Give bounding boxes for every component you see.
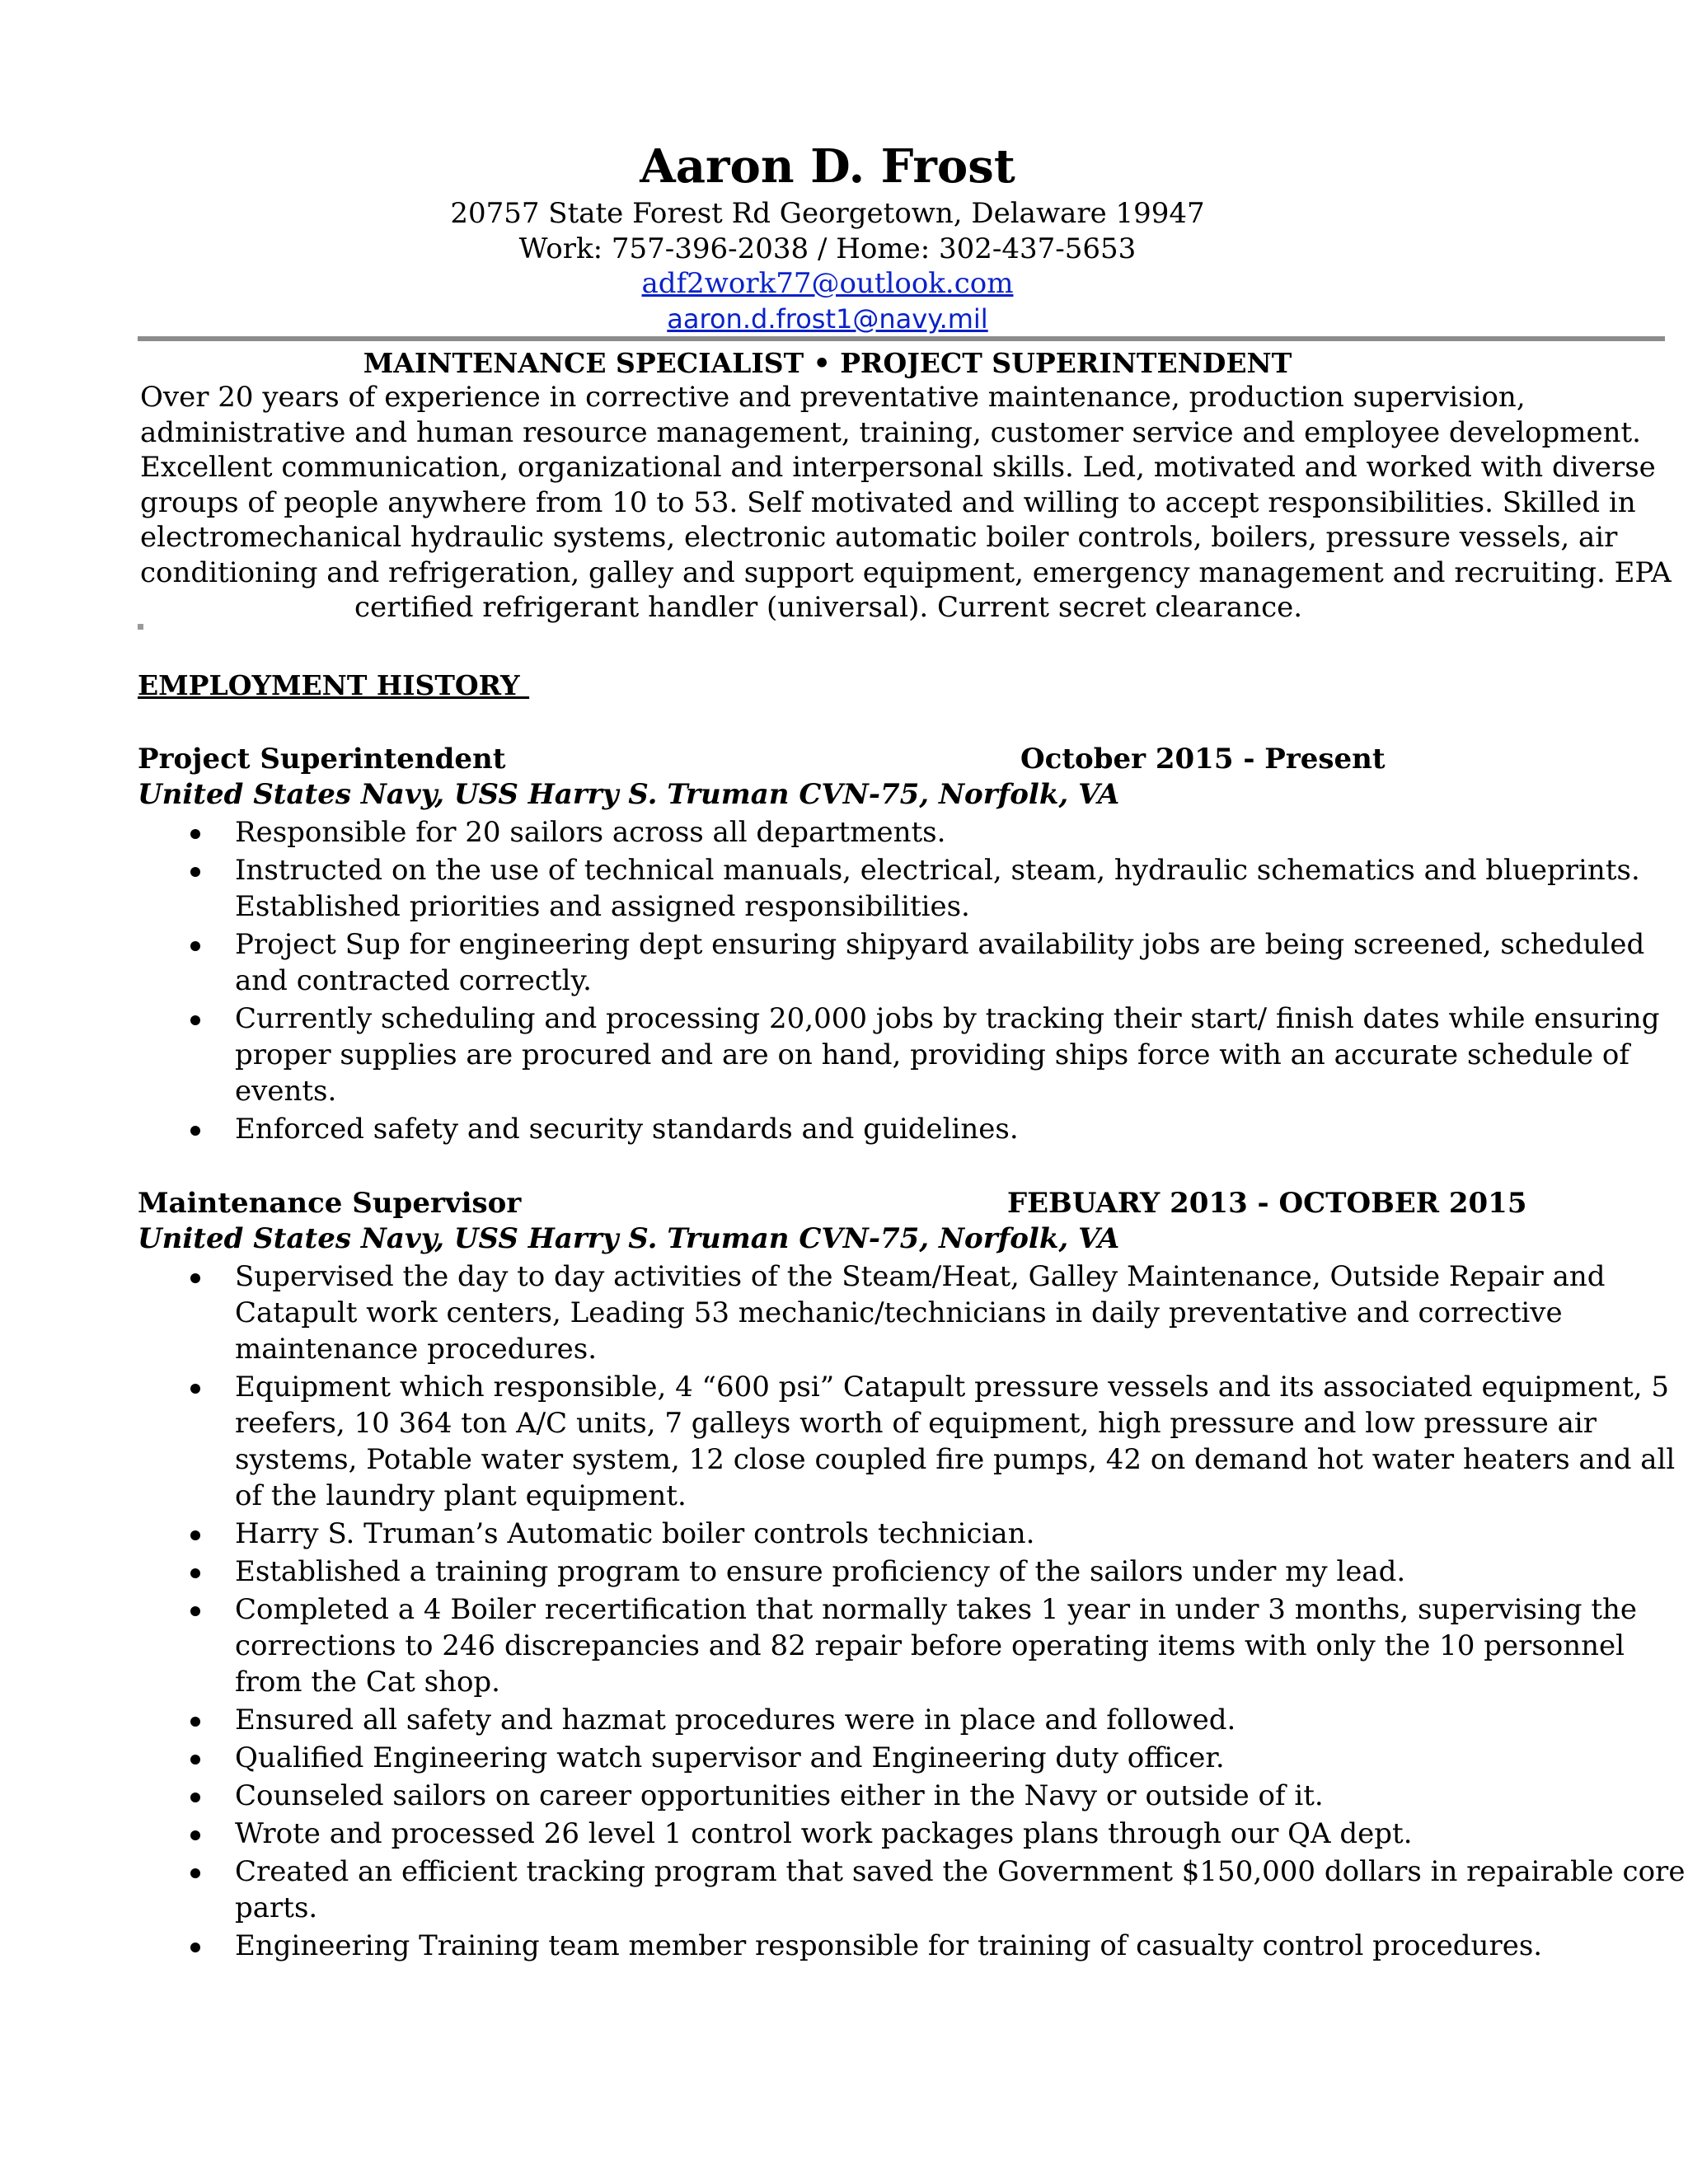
bullet-text: Catapult work centers, Leading 53 mechanic/technicians in daily preventative and corrective — [235, 1296, 1563, 1329]
bullet-text: Ensured all safety and hazmat procedures were in place and followed. — [235, 1704, 1236, 1736]
summary-line: Excellent communication, organizational and interpersonal skills. Led, motivated and worked with diverse — [140, 451, 1656, 484]
bullet-text: of the laundry plant equipment. — [235, 1479, 687, 1512]
phone-numbers: Work: 757-396-2038 / Home: 302-437-5653 — [518, 232, 1137, 265]
list-item — [138, 1369, 1676, 1514]
bullet-text: parts. — [235, 1891, 318, 1924]
job-title: Maintenance Supervisor — [138, 1187, 522, 1220]
bullet-icon — [190, 1568, 200, 1578]
bullet-icon — [190, 1717, 200, 1727]
list-item — [138, 1854, 1686, 1926]
bullet-text: events. — [235, 1075, 337, 1108]
list-item — [138, 1258, 1606, 1367]
section-title-employment: EMPLOYMENT HISTORY — [138, 669, 530, 701]
bullet-text: Engineering Training team member responsible for training of casualty control procedures. — [235, 1929, 1543, 1962]
job-organization: United States Navy, USS Harry S. Truman CVN-75, Norfolk, VA — [138, 1222, 1120, 1255]
bullet-icon — [190, 1015, 200, 1025]
email-link-primary[interactable]: adf2work77@outlook.com — [641, 267, 1014, 300]
bullet-text: Qualified Engineering watch supervisor and Engineering duty officer. — [235, 1741, 1225, 1774]
bullet-text: Wrote and processed 26 level 1 control work packages plans through our QA dept. — [235, 1817, 1413, 1850]
list-item — [138, 1778, 1539, 1814]
bullet-text: systems, Potable water system, 12 close coupled fire pumps, 42 on demand hot water heaters and all — [235, 1443, 1676, 1476]
bullet-text: Completed a 4 Boiler recertification that normally takes 1 year in under 3 months, supervising the — [235, 1593, 1638, 1626]
bullet-text: and contracted correctly. — [235, 964, 592, 997]
bullet-text: from the Cat shop. — [235, 1666, 500, 1699]
list-item — [138, 814, 1539, 851]
bullet-icon — [190, 1384, 200, 1394]
summary-line: conditioning and refrigeration, galley and support equipment, emergency management and recruiting. EPA — [140, 555, 1672, 589]
bullet-icon — [190, 1793, 200, 1802]
bullet-icon — [190, 941, 200, 951]
bullet-text: Established priorities and assigned responsibilities. — [235, 890, 970, 923]
summary-line: certified refrigerant handler (universal). Current secret clearance. — [354, 591, 1303, 624]
stray-mark — [138, 624, 143, 630]
bullet-text: Established a training program to ensure proficiency of the sailors under my lead. — [235, 1555, 1406, 1588]
list-item — [138, 852, 1640, 925]
job-bullet-list — [138, 1258, 1686, 1966]
bullet-text: Supervised the day to day activities of the Steam/Heat, Galley Maintenance, Outside Repair and — [235, 1260, 1606, 1293]
summary-line: electromechanical hydraulic systems, electronic automatic boiler controls, boilers, pressure vessels, air — [140, 521, 1618, 554]
summary-line: groups of people anywhere from 10 to 53. Self motivated and willing to accept responsibilities. Skilled in — [140, 485, 1636, 519]
email-link-secondary[interactable]: aaron.d.frost1@navy.mil — [667, 303, 988, 335]
bullet-text: Currently scheduling and processing 20,000 jobs by tracking their start/ finish dates while ensuring — [235, 1002, 1660, 1035]
bullet-text: Responsible for 20 sailors across all departments. — [235, 816, 946, 849]
bullet-text: reefers, 10 364 ton A/C units, 7 galleys worth of equipment, high pressure and low pressure air — [235, 1407, 1597, 1440]
list-item — [138, 1816, 1539, 1852]
bullet-text: proper supplies are procured and are on hand, providing ships force with an accurate schedule of — [235, 1038, 1629, 1071]
job-dates: FEBUARY 2013 - OCTOBER 2015 — [1007, 1187, 1527, 1220]
professional-summary — [140, 380, 1672, 626]
bullet-icon — [190, 1126, 200, 1136]
list-item — [138, 1111, 1539, 1147]
bullet-text: Created an efficient tracking program that saved the Government $150,000 dollars in repairable core — [235, 1855, 1686, 1888]
list-item — [138, 1740, 1539, 1776]
list-item — [138, 926, 1645, 999]
bullet-text: corrections to 246 discrepancies and 82 repair before operating items with only the 10 personnel — [235, 1629, 1625, 1662]
bullet-text: maintenance procedures. — [235, 1333, 598, 1366]
professional-headline: MAINTENANCE SPECIALIST • PROJECT SUPERINTENDENT — [363, 347, 1292, 379]
bullet-text: Enforced safety and security standards and guidelines. — [235, 1113, 1019, 1146]
bullet-icon — [190, 1868, 200, 1878]
list-item — [138, 1591, 1638, 1700]
list-item — [138, 1554, 1539, 1590]
bullet-text: Instructed on the use of technical manuals, electrical, steam, hydraulic schematics and blueprints. — [235, 854, 1640, 887]
list-item — [138, 1516, 1539, 1552]
bullet-text: Counseled sailors on career opportunities either in the Navy or outside of it. — [235, 1779, 1324, 1812]
header-divider — [138, 336, 1665, 341]
bullet-icon — [190, 829, 200, 839]
list-item — [138, 1702, 1539, 1738]
job-bullet-list — [138, 814, 1660, 1149]
address: 20757 State Forest Rd Georgetown, Delaware 19947 — [450, 197, 1205, 230]
bullet-text: Harry S. Truman’s Automatic boiler controls technician. — [235, 1517, 1035, 1550]
job-dates: October 2015 - Present — [1020, 743, 1386, 776]
bullet-icon — [190, 1530, 200, 1540]
bullet-icon — [190, 1755, 200, 1765]
job-organization: United States Navy, USS Harry S. Truman CVN-75, Norfolk, VA — [138, 778, 1120, 811]
list-item — [138, 1001, 1660, 1109]
job-title: Project Superintendent — [138, 743, 506, 776]
bullet-icon — [190, 1943, 200, 1952]
bullet-icon — [190, 1606, 200, 1616]
candidate-name: Aaron D. Frost — [640, 139, 1015, 194]
list-item — [138, 1928, 1543, 1964]
bullet-text: Project Sup for engineering dept ensuring shipyard availability jobs are being screened, scheduled — [235, 928, 1645, 961]
bullet-text: Equipment which responsible, 4 “600 psi” Catapult pressure vessels and its associated equipment, 5 — [235, 1371, 1670, 1404]
summary-line: administrative and human resource management, training, customer service and employee development. — [140, 415, 1641, 449]
bullet-icon — [190, 867, 200, 877]
bullet-icon — [190, 1273, 200, 1283]
bullet-icon — [190, 1830, 200, 1840]
summary-line: Over 20 years of experience in corrective and preventative maintenance, production supervision, — [140, 381, 1526, 414]
